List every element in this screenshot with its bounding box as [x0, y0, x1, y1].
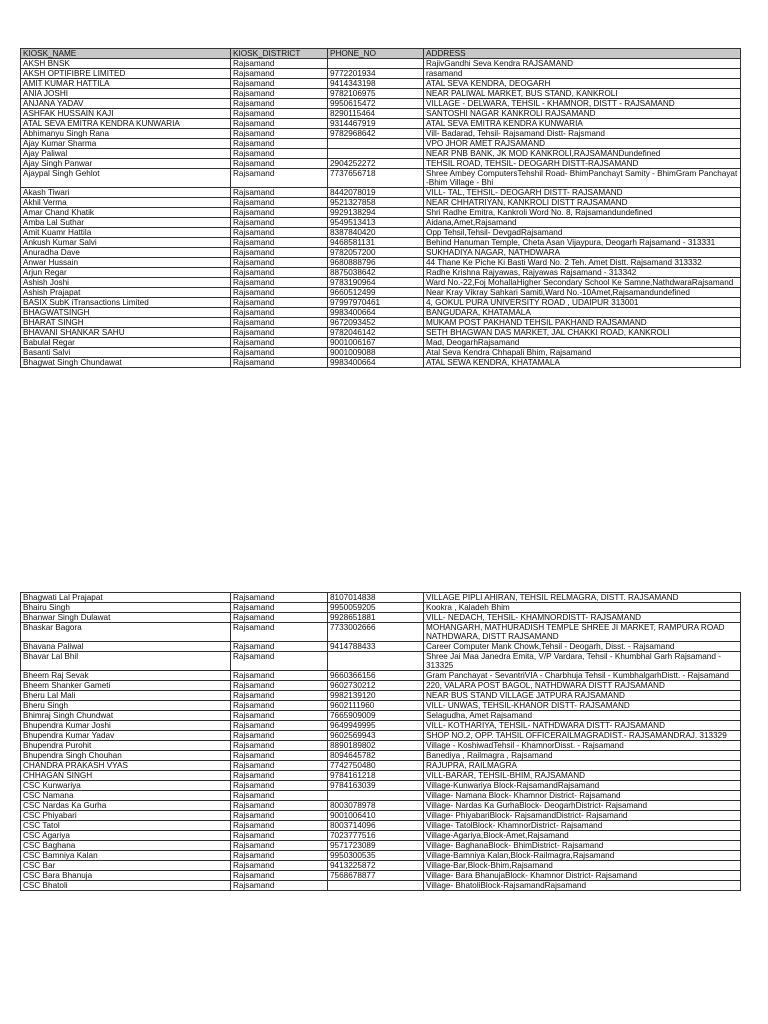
phone-no-cell: 7023777516 [328, 831, 424, 841]
kiosk-district-cell: Rajsamand [231, 208, 328, 218]
kiosk-name-cell: Ajay Kumar Sharma [21, 139, 231, 149]
kiosk-district-cell: Rajsamand [231, 652, 328, 671]
phone-no-cell: 9983400664 [328, 358, 424, 368]
table-row [21, 198, 741, 208]
kiosk-name-cell: BHAVANI SHANKAR SAHU [21, 328, 231, 338]
address-cell: Village-Agariya,Block-Amet,Rajsamand [424, 831, 741, 841]
kiosk-name-cell: Ajaypal Singh Gehlot [21, 169, 231, 188]
phone-no-cell [328, 881, 424, 891]
kiosk-district-cell: Rajsamand [231, 99, 328, 109]
phone-no-cell [328, 59, 424, 69]
kiosk-district-cell: Rajsamand [231, 701, 328, 711]
kiosk-district-cell: Rajsamand [231, 169, 328, 188]
kiosk-district-cell: Rajsamand [231, 881, 328, 891]
phone-no-header: PHONE_NO [328, 49, 424, 59]
address-cell: VILL- UNWAS, TEHSIL-KHANOR DISTT- RAJSAMAND [424, 701, 741, 711]
kiosk-name-cell: Bhupendra Purohit [21, 741, 231, 751]
kiosk-name-cell: ASHFAK HUSSAIN KAJI [21, 109, 231, 119]
address-cell: Village- Bara BhanujaBlock- Khamnor District- Rajsamand [424, 871, 741, 881]
kiosk-name-cell: Bhavar Lal Bhil [21, 652, 231, 671]
kiosk-district-cell: Rajsamand [231, 721, 328, 731]
phone-no-cell [328, 149, 424, 159]
phone-no-cell: 7737656718 [328, 169, 424, 188]
table-row [21, 791, 741, 801]
kiosk-name-cell: CHANDRA PRAKASH VYAS [21, 761, 231, 771]
phone-no-cell: 9468581131 [328, 238, 424, 248]
kiosk-name-cell: AKSH OPTIFIBRE LIMITED [21, 69, 231, 79]
phone-no-cell: 9001006167 [328, 338, 424, 348]
kiosk-district-cell: Rajsamand [231, 89, 328, 99]
phone-no-cell: 9414788433 [328, 642, 424, 652]
kiosk-district-cell: Rajsamand [231, 831, 328, 841]
address-cell: Village- BhatoliBlock-RajsamandRajsamand [424, 881, 741, 891]
phone-no-cell: 9783190964 [328, 278, 424, 288]
kiosk-name-cell: Babulal Regar [21, 338, 231, 348]
table-row [21, 811, 741, 821]
phone-no-cell: 8107014838 [328, 593, 424, 603]
kiosk-name-cell: CSC Nardas Ka Gurha [21, 801, 231, 811]
kiosk-district-cell: Rajsamand [231, 681, 328, 691]
kiosk-district-cell: Rajsamand [231, 159, 328, 169]
address-cell: Opp Tehsil,Tehsil- DevgadRajsamand [424, 228, 741, 238]
kiosk-district-cell: Rajsamand [231, 149, 328, 159]
kiosk-name-cell: Bhagwat Singh Chundawat [21, 358, 231, 368]
kiosk-district-cell: Rajsamand [231, 821, 328, 831]
address-cell: Village-Bar,Block-Bhim,Rajsamand [424, 861, 741, 871]
address-cell: Ward No.-22,Foj MohallaHigher Secondary School Ke Samne,NathdwaraRajsamand [424, 278, 741, 288]
kiosk-name-cell: BASIX SubK iTransactions Limited [21, 298, 231, 308]
phone-no-cell: 9602569943 [328, 731, 424, 741]
kiosk-district-cell: Rajsamand [231, 691, 328, 701]
address-cell: SUKHADIYA NAGAR, NATHDWARA [424, 248, 741, 258]
kiosk-district-cell: Rajsamand [231, 198, 328, 208]
kiosk-district-cell: Rajsamand [231, 298, 328, 308]
table-row [21, 841, 741, 851]
kiosk-table-top [20, 48, 741, 368]
address-cell: VILL- KOTHARIYA, TEHSIL- NATHDWARA DISTT- RAJSAMAND [424, 721, 741, 731]
phone-no-cell: 7733002666 [328, 623, 424, 642]
address-cell: VILL-BARAR, TEHSIL-BHIM, RAJSAMAND [424, 771, 741, 781]
kiosk-district-cell: Rajsamand [231, 613, 328, 623]
kiosk-name-cell: CSC Bamniya Kalan [21, 851, 231, 861]
phone-no-cell: 9413225872 [328, 861, 424, 871]
table-row [21, 761, 741, 771]
kiosk-name-cell: Bhanwar Singh Dulawat [21, 613, 231, 623]
kiosk-district-cell: Rajsamand [231, 248, 328, 258]
table-row [21, 603, 741, 613]
address-cell: Shree Jai Maa Janedra Emita, V/P Vardara, Tehsil - Khumbhal Garh Rajsamand - 313325 [424, 652, 741, 671]
phone-no-cell [328, 139, 424, 149]
phone-no-cell [328, 652, 424, 671]
kiosk-district-cell: Rajsamand [231, 328, 328, 338]
address-cell: VILLAGE - DELWARA, TEHSIL - KHAMNOR, DISTT - RAJSAMAND [424, 99, 741, 109]
phone-no-cell: 9782106975 [328, 89, 424, 99]
address-cell: Vill- Badarad, Tehsil- Rajsamand Distt- Rajsmand [424, 129, 741, 139]
kiosk-name-cell: CSC Bar [21, 861, 231, 871]
table-row [21, 701, 741, 711]
phone-no-cell: 9784163039 [328, 781, 424, 791]
kiosk-name-cell: Bhavana Paliwal [21, 642, 231, 652]
table-row [21, 99, 741, 109]
kiosk-name-cell: AKSH BNSK [21, 59, 231, 69]
address-cell: Village- BaghanaBlock- BhimDistrict- Rajsamand [424, 841, 741, 851]
kiosk-name-cell: BHAGWATSINGH [21, 308, 231, 318]
phone-no-cell: 7742750480 [328, 761, 424, 771]
address-cell: ATAL SEVA KENDRA, DEOGARH [424, 79, 741, 89]
address-cell: 4, GOKUL PURA UNIVERSITY ROAD , UDAIPUR 313001 [424, 298, 741, 308]
address-cell: VILLAGE PIPLI AHIRAN, TEHSIL RELMAGRA, DISTT. RAJSAMAND [424, 593, 741, 603]
kiosk-name-cell: AMIT KUMAR HATTILA [21, 79, 231, 89]
kiosk-district-cell: Rajsamand [231, 268, 328, 278]
kiosk-district-cell: Rajsamand [231, 771, 328, 781]
phone-no-cell: 2904252272 [328, 159, 424, 169]
phone-no-cell: 9782046142 [328, 328, 424, 338]
kiosk-district-cell: Rajsamand [231, 741, 328, 751]
table-row [21, 593, 741, 603]
kiosk-name-cell: Arjun Regar [21, 268, 231, 278]
phone-no-cell: 8290115464 [328, 109, 424, 119]
kiosk-district-cell: Rajsamand [231, 871, 328, 881]
phone-no-cell: 9571723089 [328, 841, 424, 851]
kiosk-district-cell: Rajsamand [231, 218, 328, 228]
address-cell: Mad, DeogarhRajsamand [424, 338, 741, 348]
address-header: ADDRESS [424, 49, 741, 59]
address-cell: BANGUDARA, KHATAMALA [424, 308, 741, 318]
kiosk-name-cell: Akash Tiwari [21, 188, 231, 198]
address-cell: Behind Hanuman Temple, Cheta Asan Vijaypura, Deogarh Rajsamand - 313331 [424, 238, 741, 248]
kiosk-name-cell: Amar Chand Khatik [21, 208, 231, 218]
address-cell: VPO JHOR AMET RAJSAMAND [424, 139, 741, 149]
kiosk-table-bottom [20, 592, 741, 891]
kiosk-district-cell: Rajsamand [231, 851, 328, 861]
kiosk-name-cell: Bhagwati Lal Prajapat [21, 593, 231, 603]
table-header-row [21, 49, 741, 59]
phone-no-cell: 9929138294 [328, 208, 424, 218]
phone-no-cell: 9314467919 [328, 119, 424, 129]
kiosk-district-cell: Rajsamand [231, 188, 328, 198]
address-cell: Aidana,Amet,Rajsamand [424, 218, 741, 228]
phone-no-cell: 9001006410 [328, 811, 424, 821]
kiosk-name-cell: Bhupendra Singh Chouhan [21, 751, 231, 761]
address-cell: NEAR CHHATRIYAN, KANKROLI DISTT RAJSAMAND [424, 198, 741, 208]
table-row [21, 821, 741, 831]
table-row [21, 871, 741, 881]
table-row [21, 268, 741, 278]
table-row [21, 358, 741, 368]
kiosk-name-cell: Bhaskar Bagora [21, 623, 231, 642]
table-row [21, 139, 741, 149]
phone-no-cell: 8890189802 [328, 741, 424, 751]
phone-no-cell: 9602730212 [328, 681, 424, 691]
table-row [21, 248, 741, 258]
kiosk-name-cell: Amit Kuamr Hattila [21, 228, 231, 238]
table-row [21, 308, 741, 318]
kiosk-name-cell: CSC Phiyabari [21, 811, 231, 821]
kiosk-name-cell: CSC Tatol [21, 821, 231, 831]
address-cell: Village - KoshiwadTehsil - KhamnorDisst. - Rajsamand [424, 741, 741, 751]
kiosk-district-cell: Rajsamand [231, 358, 328, 368]
phone-no-cell: 8094645782 [328, 751, 424, 761]
address-cell: Gram Panchayat - SevantriVIA - Charbhuja Tehsil - KumbhalgarhDistt. - Rajsamand [424, 671, 741, 681]
kiosk-name-cell: Bhimraj Singh Chundwat [21, 711, 231, 721]
address-cell: Atal Seva Kendra Chhapali Bhim, Rajsamand [424, 348, 741, 358]
table-row [21, 741, 741, 751]
phone-no-cell: 97997970461 [328, 298, 424, 308]
table-row [21, 218, 741, 228]
table-row [21, 711, 741, 721]
kiosk-district-cell: Rajsamand [231, 791, 328, 801]
table-row [21, 642, 741, 652]
table-row [21, 831, 741, 841]
table-row [21, 228, 741, 238]
kiosk-district-cell: Rajsamand [231, 711, 328, 721]
phone-no-cell [328, 791, 424, 801]
table-row [21, 169, 741, 188]
address-cell: Career Computer Mank Chowk,Tehsil - Deogarh, Disst. - Rajsamand [424, 642, 741, 652]
kiosk-district-cell: Rajsamand [231, 119, 328, 129]
kiosk-name-cell: ANJANA YADAV [21, 99, 231, 109]
kiosk-district-cell: Rajsamand [231, 228, 328, 238]
phone-no-cell: 8003714096 [328, 821, 424, 831]
table-row [21, 348, 741, 358]
kiosk-district-cell: Rajsamand [231, 139, 328, 149]
address-cell: RAJUPRA, RAILMAGRA [424, 761, 741, 771]
kiosk-district-cell: Rajsamand [231, 603, 328, 613]
phone-no-cell: 9414343198 [328, 79, 424, 89]
kiosk-name-cell: Ajay Singh Panwar [21, 159, 231, 169]
table-row [21, 288, 741, 298]
table-row [21, 881, 741, 891]
table-row [21, 149, 741, 159]
table-row [21, 613, 741, 623]
kiosk-district-cell: Rajsamand [231, 109, 328, 119]
kiosk-name-cell: Bhairu Singh [21, 603, 231, 613]
phone-no-cell: 9772201934 [328, 69, 424, 79]
kiosk-name-cell: Anuradha Dave [21, 248, 231, 258]
table-row [21, 328, 741, 338]
table-row [21, 109, 741, 119]
kiosk-district-cell: Rajsamand [231, 623, 328, 642]
address-cell: 44 Thane Ke Piche Ki Basti Ward No. 2 Teh. Amet Distt. Rajsamand 313332 [424, 258, 741, 268]
table-row [21, 188, 741, 198]
kiosk-name-cell: Bheem Raj Sevak [21, 671, 231, 681]
address-cell: Village-Kunwariya Block-RajsamandRajsamand [424, 781, 741, 791]
phone-no-cell: 9672093452 [328, 318, 424, 328]
address-cell: Radhe Krishna Rajyawas, Rajyawas Rajsamand - 313342 [424, 268, 741, 278]
table-row [21, 258, 741, 268]
address-cell: SANTOSHI NAGAR KANKROLI RAJSAMAND [424, 109, 741, 119]
kiosk-district-cell: Rajsamand [231, 338, 328, 348]
address-cell: Kookra , Kaladeh Bhim [424, 603, 741, 613]
address-cell: Near Kray Vikray Sahkari Samiti,Ward No.-10Amet,Rajsamandundefined [424, 288, 741, 298]
kiosk-name-cell: CSC Namana [21, 791, 231, 801]
kiosk-district-cell: Rajsamand [231, 129, 328, 139]
phone-no-cell: 9982139120 [328, 691, 424, 701]
kiosk-district-cell: Rajsamand [231, 278, 328, 288]
kiosk-name-cell: CSC Bhatoli [21, 881, 231, 891]
kiosk-district-cell: Rajsamand [231, 348, 328, 358]
kiosk-name-cell: ANIA JOSHI [21, 89, 231, 99]
address-cell: SHOP NO.2, OPP. TAHSIL OFFICERAILMAGRADIST.- RAJSAMANDRAJ. 313329 [424, 731, 741, 741]
phone-no-cell: 9782968642 [328, 129, 424, 139]
phone-no-cell: 9660512499 [328, 288, 424, 298]
phone-no-cell: 9983400664 [328, 308, 424, 318]
address-cell: NEAR PNB BANK, JK MOD KANKROLI,RAJSAMANDundefined [424, 149, 741, 159]
phone-no-cell: 8003078978 [328, 801, 424, 811]
kiosk-name-cell: Bheru Lal Mali [21, 691, 231, 701]
kiosk-name-cell: CHHAGAN SINGH [21, 771, 231, 781]
phone-no-cell: 9784161218 [328, 771, 424, 781]
table-row [21, 59, 741, 69]
kiosk-name-cell: Ajay Paliwal [21, 149, 231, 159]
kiosk-name-cell: Bhupendra Kumar Joshi [21, 721, 231, 731]
phone-no-cell: 8387840420 [328, 228, 424, 238]
kiosk-district-cell: Rajsamand [231, 318, 328, 328]
kiosk-name-cell: CSC Agariya [21, 831, 231, 841]
table-row [21, 851, 741, 861]
table-row [21, 781, 741, 791]
table-row [21, 751, 741, 761]
table-row [21, 238, 741, 248]
kiosk-name-cell: Bheru Singh [21, 701, 231, 711]
kiosk-district-cell: Rajsamand [231, 781, 328, 791]
kiosk-district-cell: Rajsamand [231, 731, 328, 741]
address-cell: MUKAM POST PAKHAND TEHSIL PAKHAND RAJSAMAND [424, 318, 741, 328]
address-cell: rasamand [424, 69, 741, 79]
phone-no-cell: 9950300535 [328, 851, 424, 861]
kiosk-district-cell: Rajsamand [231, 811, 328, 821]
table-row [21, 208, 741, 218]
kiosk-district-cell: Rajsamand [231, 841, 328, 851]
kiosk-district-cell: Rajsamand [231, 59, 328, 69]
kiosk-name-cell: Bheem Shanker Gameti [21, 681, 231, 691]
address-cell: SETH BHAGWAN DAS MARKET, JAL CHAKKI ROAD, KANKROLI [424, 328, 741, 338]
kiosk-district-cell: Rajsamand [231, 593, 328, 603]
kiosk-name-cell: Ashish Joshi [21, 278, 231, 288]
kiosk-district-header: KIOSK_DISTRICT [231, 49, 328, 59]
table-row [21, 159, 741, 169]
table-row [21, 89, 741, 99]
kiosk-district-cell: Rajsamand [231, 69, 328, 79]
kiosk-name-cell: Ashish Prajapat [21, 288, 231, 298]
address-cell: Banediya , Railmagra , Rajsamand [424, 751, 741, 761]
table-row [21, 129, 741, 139]
address-cell: Shree Ambey ComputersTehshil Road- BhimPanchayt Samity - BhimGram Panchayat -Bhim Village - Bhi [424, 169, 741, 188]
kiosk-district-cell: Rajsamand [231, 861, 328, 871]
address-cell: TEHSIL ROAD, TEHSIL- DEOGARH DISTT-RAJSAMAND [424, 159, 741, 169]
table-row [21, 801, 741, 811]
kiosk-name-cell: Anwar Hussain [21, 258, 231, 268]
phone-no-cell: 9549513413 [328, 218, 424, 228]
kiosk-name-header: KIOSK_NAME [21, 49, 231, 59]
table-row [21, 731, 741, 741]
phone-no-cell: 7665909009 [328, 711, 424, 721]
table-row [21, 69, 741, 79]
table-row [21, 119, 741, 129]
address-cell: VILL- TAL, TEHSIL- DEOGARH DISTT- RAJSAMAND [424, 188, 741, 198]
table-row [21, 691, 741, 701]
table-row [21, 298, 741, 308]
phone-no-cell: 9950059205 [328, 603, 424, 613]
phone-no-cell: 9782057200 [328, 248, 424, 258]
phone-no-cell: 9521327858 [328, 198, 424, 208]
kiosk-name-cell: CSC Kunwariya [21, 781, 231, 791]
address-cell: Village- Nardas Ka GurhaBlock- DeogarhDistrict- Rajsamand [424, 801, 741, 811]
table-row [21, 623, 741, 642]
kiosk-name-cell: CSC Baghana [21, 841, 231, 851]
address-cell: NEAR BUS STAND VILLAGE JATPURA RAJSAMAND [424, 691, 741, 701]
address-cell: RajivGandhi Seva Kendra RAJSAMAND [424, 59, 741, 69]
kiosk-name-cell: Bhupendra Kumar Yadav [21, 731, 231, 741]
table-row [21, 338, 741, 348]
phone-no-cell: 9649949995 [328, 721, 424, 731]
table-row [21, 652, 741, 671]
phone-no-cell: 9602111960 [328, 701, 424, 711]
kiosk-district-cell: Rajsamand [231, 308, 328, 318]
address-cell: 220, VALARA POST BAGOL, NATHDWARA DISTT RAJSAMAND [424, 681, 741, 691]
kiosk-name-cell: Basanti Salvi [21, 348, 231, 358]
phone-no-cell: 9660366156 [328, 671, 424, 681]
address-cell: VILL- NEDACH, TEHSIL- KHAMNORDISTT- RAJSAMAND [424, 613, 741, 623]
kiosk-name-cell: Amba Lal Suthar [21, 218, 231, 228]
table-row [21, 79, 741, 89]
address-cell: NEAR PALIWAL MARKET, BUS STAND, KANKROLI [424, 89, 741, 99]
kiosk-district-cell: Rajsamand [231, 751, 328, 761]
kiosk-name-cell: CSC Bara Bhanuja [21, 871, 231, 881]
table-row [21, 771, 741, 781]
address-cell: ATAL SEWA KENDRA, KHATAMALA [424, 358, 741, 368]
phone-no-cell: 9680888796 [328, 258, 424, 268]
kiosk-district-cell: Rajsamand [231, 288, 328, 298]
phone-no-cell: 8875038642 [328, 268, 424, 278]
kiosk-name-cell: Ankush Kumar Salvi [21, 238, 231, 248]
phone-no-cell: 9950615472 [328, 99, 424, 109]
phone-no-cell: 8442078019 [328, 188, 424, 198]
kiosk-district-cell: Rajsamand [231, 761, 328, 771]
address-cell: Village- PhiyabariBlock- RajsamandDistrict- Rajsamand [424, 811, 741, 821]
kiosk-district-cell: Rajsamand [231, 238, 328, 248]
table-row [21, 721, 741, 731]
kiosk-name-cell: Abhimanyu Singh Rana [21, 129, 231, 139]
phone-no-cell: 9001009088 [328, 348, 424, 358]
table-row [21, 318, 741, 328]
table-row [21, 861, 741, 871]
address-cell: Village- TatolBlock- KhamnorDistrict- Rajsamand [424, 821, 741, 831]
kiosk-district-cell: Rajsamand [231, 671, 328, 681]
phone-no-cell: 7568678877 [328, 871, 424, 881]
address-cell: ATAL SEVA EMITRA KENDRA KUNWARIA [424, 119, 741, 129]
table-row [21, 278, 741, 288]
kiosk-district-cell: Rajsamand [231, 801, 328, 811]
kiosk-name-cell: ATAL SEVA EMITRA KENDRA KUNWARIA [21, 119, 231, 129]
kiosk-name-cell: BHARAT SINGH [21, 318, 231, 328]
address-cell: Village-Bamniya Kalan,Block-Railmagra,Rajsamand [424, 851, 741, 861]
address-cell: MOHANGARH, MATHURADISH TEMPLE SHREE JI MARKET, RAMPURA ROAD NATHDWARA, DISTT RAJSAMAND [424, 623, 741, 642]
address-cell: Selagudha, Amet Rajsamand [424, 711, 741, 721]
table-row [21, 681, 741, 691]
kiosk-district-cell: Rajsamand [231, 79, 328, 89]
kiosk-district-cell: Rajsamand [231, 258, 328, 268]
kiosk-name-cell: Akhil Verma [21, 198, 231, 208]
address-cell: Village- Namana Block- Khamnor District- Rajsamand [424, 791, 741, 801]
kiosk-district-cell: Rajsamand [231, 642, 328, 652]
address-cell: Shri Radhe Emitra, Kankroli Word No. 8, Rajsamandundefined [424, 208, 741, 218]
phone-no-cell: 9928651881 [328, 613, 424, 623]
table-row [21, 671, 741, 681]
